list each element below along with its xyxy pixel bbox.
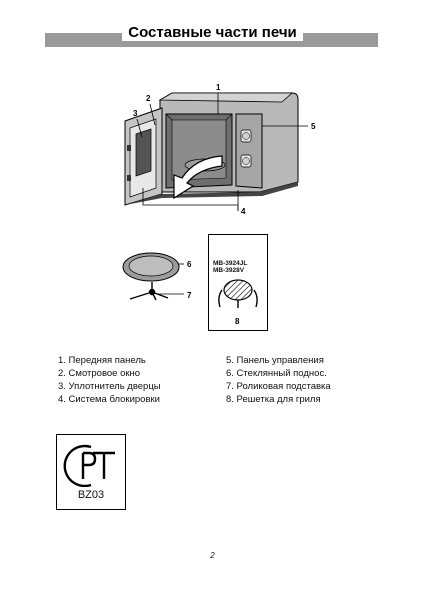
callout-8: 8: [235, 317, 240, 326]
list-item: 6. Стеклянный поднос.: [226, 368, 327, 379]
page-number: 2: [210, 551, 215, 560]
callout-2: 2: [146, 94, 151, 103]
list-item: 7. Роликовая подставка: [226, 381, 331, 392]
list-item: 3. Уплотнитель дверцы: [58, 381, 161, 392]
callout-1: 1: [216, 83, 221, 92]
callout-6: 6: [187, 260, 192, 269]
grill-rack-illustration: [209, 235, 267, 330]
page-title: Составные части печи: [122, 24, 303, 41]
callout-4: 4: [241, 207, 246, 216]
list-item: 1. Передняя панель: [58, 355, 146, 366]
callout-7: 7: [187, 291, 192, 300]
model-label-2: MB-3928V: [213, 267, 245, 274]
pct-logo-icon: [57, 435, 125, 487]
callout-3: 3: [133, 109, 138, 118]
microwave-illustration: [125, 93, 298, 205]
list-item: 5. Панель управления: [226, 355, 324, 366]
callout-5: 5: [311, 122, 316, 131]
grill-rack-box: [208, 234, 268, 331]
list-item: 4. Система блокировки: [58, 394, 160, 405]
model-label-1: MB-3924JL: [213, 260, 248, 267]
parts-list-right: [226, 354, 331, 406]
certification-code: BZ03: [77, 489, 105, 501]
list-item: 2. Смотровое окно: [58, 368, 141, 379]
list-item: 8. Решетка для гриля: [226, 394, 321, 405]
parts-list-left: [58, 354, 161, 406]
certification-mark: [56, 434, 126, 510]
roller-stand-illustration: [130, 282, 168, 300]
glass-tray-illustration: [123, 253, 179, 281]
